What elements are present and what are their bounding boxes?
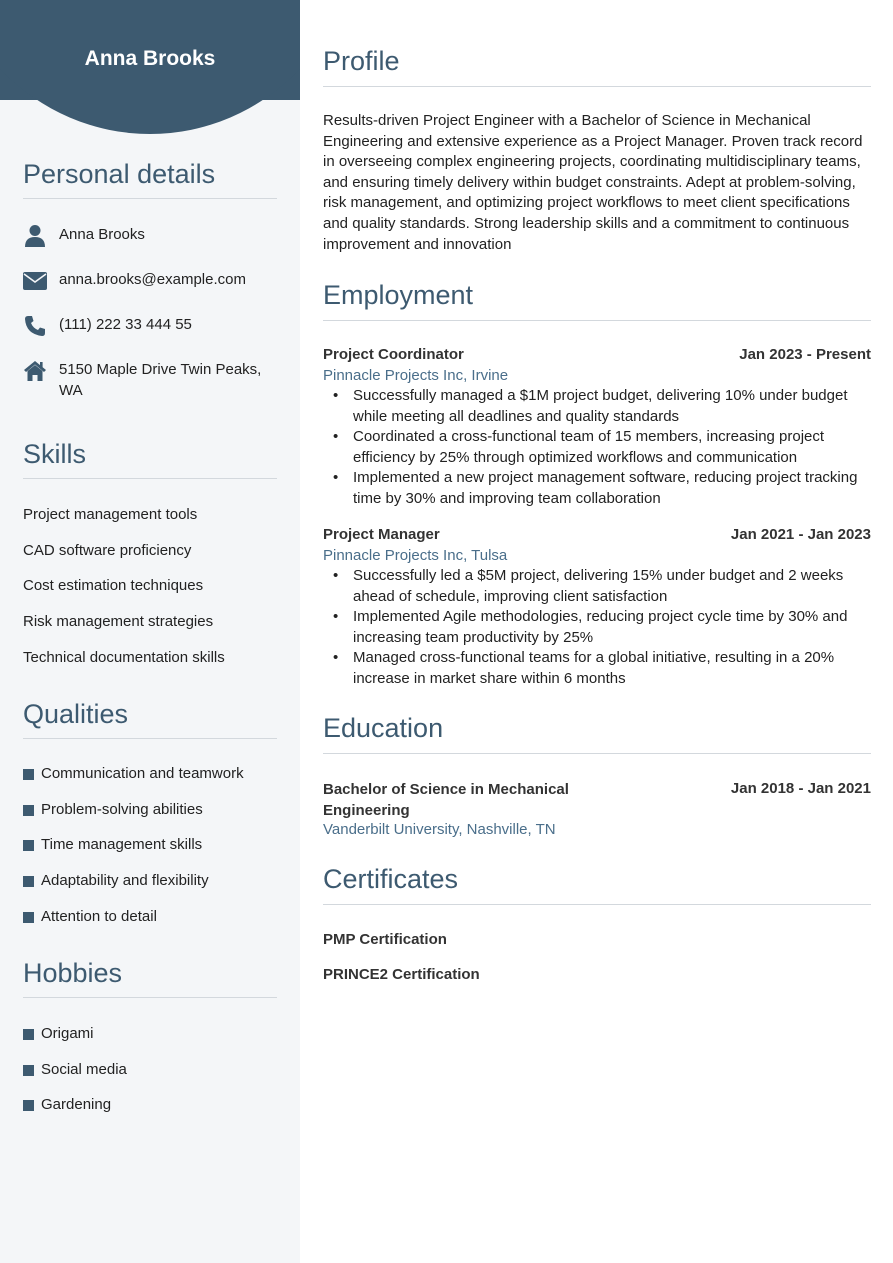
quality-label: Adaptability and flexibility (41, 872, 209, 889)
quality-label: Problem-solving abilities (41, 801, 203, 818)
certificates-title: Certificates (323, 863, 871, 905)
personal-email-row (23, 269, 277, 293)
personal-name: Anna Brooks (59, 226, 145, 243)
qualities-section (23, 698, 277, 925)
hobbies-title: Hobbies (23, 957, 277, 998)
hobby-label: Gardening (41, 1096, 112, 1113)
square-bullet-icon (23, 912, 34, 923)
job-header (323, 526, 871, 543)
hobbies-section (23, 957, 277, 1113)
skills-section (23, 438, 277, 666)
quality-item (23, 871, 209, 891)
job-bullet: • Implemented a new project management software, reducing project tracking time by 30% and improving team collaboration (353, 468, 871, 509)
job-bullets (353, 386, 871, 510)
square-bullet-icon (23, 876, 34, 887)
skill-item: Risk management strategies (23, 613, 214, 630)
education-school: Vanderbilt University, Nashville, TN (323, 821, 556, 838)
personal-details-title: Personal details (23, 158, 277, 199)
square-bullet-icon (23, 1065, 34, 1076)
hobby-item (23, 1060, 127, 1080)
square-bullet-icon (23, 1100, 34, 1111)
skill-item: Project management tools (23, 506, 198, 523)
quality-item (23, 907, 157, 927)
personal-email[interactable]: anna.brooks@example.com (59, 271, 246, 288)
job-dates: Jan 2023 - Present (739, 346, 871, 363)
personal-phone: (111) 222 33 444 55 (59, 316, 192, 333)
certificate-item: PRINCE2 Certification (323, 966, 480, 983)
job-header (323, 346, 871, 363)
profile-text: Results-driven Project Engineer with a Bachelor of Science in Mechanical Engineering and extensive experience as a Project Manager. Proven track record in overseeing complex engineering projects, coordinating multidisciplinary teams, and ensuring timely delivery within budget constraints. Adept at problem-solving, risk management, and optimizing project workflows to meet client specifications and quality standards. Strong leadership skills and a commitment to continuous improvement and innovation (323, 112, 863, 253)
job-title: Project Manager (323, 526, 440, 543)
job-bullets (353, 566, 871, 690)
qualities-title: Qualities (23, 698, 277, 739)
user-icon (23, 224, 47, 248)
hobby-item (23, 1095, 111, 1115)
sidebar (0, 0, 300, 1263)
skills-title: Skills (23, 438, 277, 479)
hobby-item (23, 1024, 94, 1044)
job-title: Project Coordinator (323, 346, 464, 363)
hobby-label: Social media (41, 1061, 127, 1078)
hobby-label: Origami (41, 1025, 94, 1042)
education-dates: Jan 2018 - Jan 2021 (730, 780, 871, 797)
home-icon (23, 359, 47, 383)
education-degree: Bachelor of Science in Mechanical Engineering (323, 781, 569, 819)
personal-address: 5150 Maple Drive Twin Peaks, WA (59, 361, 262, 399)
square-bullet-icon (23, 840, 34, 851)
education-header (323, 780, 871, 821)
job-bullet: • Successfully managed a $1M project budget, delivering 10% under budget while meeting all deadlines and quality standards (353, 386, 871, 427)
personal-phone-row (23, 314, 277, 338)
job-company: Pinnacle Projects Inc, Tulsa (323, 547, 508, 564)
phone-icon (23, 314, 47, 338)
skill-item: Cost estimation techniques (23, 577, 204, 594)
job-bullet: • Coordinated a cross-functional team of 15 members, increasing project efficiency by 25% through optimized workflows and communication (353, 427, 871, 468)
skill-item: CAD software proficiency (23, 542, 192, 559)
profile-title: Profile (323, 45, 871, 87)
sidebar-name: Anna Brooks (84, 47, 216, 70)
quality-label: Time management skills (41, 836, 203, 853)
envelope-icon (23, 269, 47, 293)
job-bullet: • Managed cross-functional teams for a global initiative, resulting in a 20% increase in market share within 6 months (353, 648, 871, 689)
job-company: Pinnacle Projects Inc, Irvine (323, 367, 509, 384)
quality-label: Attention to detail (41, 908, 157, 925)
square-bullet-icon (23, 769, 34, 780)
education-title: Education (323, 712, 871, 754)
certificate-item: PMP Certification (323, 931, 447, 948)
personal-details-section (23, 158, 277, 399)
personal-address-row (23, 359, 277, 401)
job-dates: Jan 2021 - Jan 2023 (730, 526, 871, 543)
quality-item (23, 835, 202, 855)
job-bullet: • Implemented Agile methodologies, reducing project cycle time by 30% and increasing team productivity by 25% (353, 607, 871, 648)
personal-name-row (23, 224, 277, 248)
quality-label: Communication and teamwork (41, 765, 244, 782)
job-bullet: • Successfully led a $5M project, delivering 15% under budget and 2 weeks ahead of schedule, improving client satisfaction (353, 566, 871, 607)
skill-item: Technical documentation skills (23, 649, 225, 666)
employment-title: Employment (323, 279, 871, 321)
square-bullet-icon (23, 805, 34, 816)
quality-item (23, 764, 244, 784)
square-bullet-icon (23, 1029, 34, 1040)
quality-item (23, 800, 203, 820)
